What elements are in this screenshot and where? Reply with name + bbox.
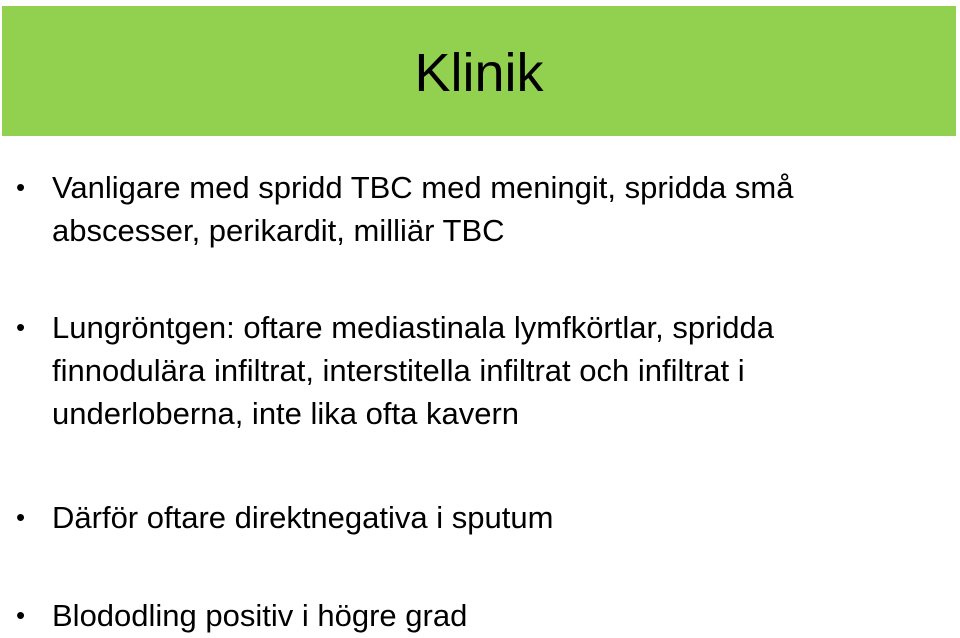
bullet-line: underloberna, inte lika ofta kavern: [52, 396, 520, 431]
bullet-icon: •: [16, 502, 26, 532]
bullet-icon: •: [16, 600, 26, 630]
bullet-line: Blododling positiv i högre grad: [52, 598, 468, 633]
bullet-item: [16, 166, 932, 252]
bullet-item: [16, 594, 932, 637]
bullet-item: [16, 306, 932, 435]
bullet-line: Lungröntgen: oftare mediastinala lymfkörtlar, spridda: [52, 310, 775, 345]
bullet-icon: •: [16, 312, 26, 342]
bullet-line: abscesser, perikardit, milliär TBC: [52, 213, 505, 248]
bullet-item: [16, 496, 932, 539]
bullet-line: Därför oftare direktnegativa i sputum: [52, 500, 554, 535]
bullet-icon: •: [16, 172, 26, 202]
bullet-line: Vanligare med spridd TBC med meningit, spridda små: [52, 170, 794, 205]
bullet-line: finnodulära infiltrat, interstitella infiltrat och infiltrat i: [52, 353, 745, 388]
slide-title: Klinik: [414, 43, 544, 103]
